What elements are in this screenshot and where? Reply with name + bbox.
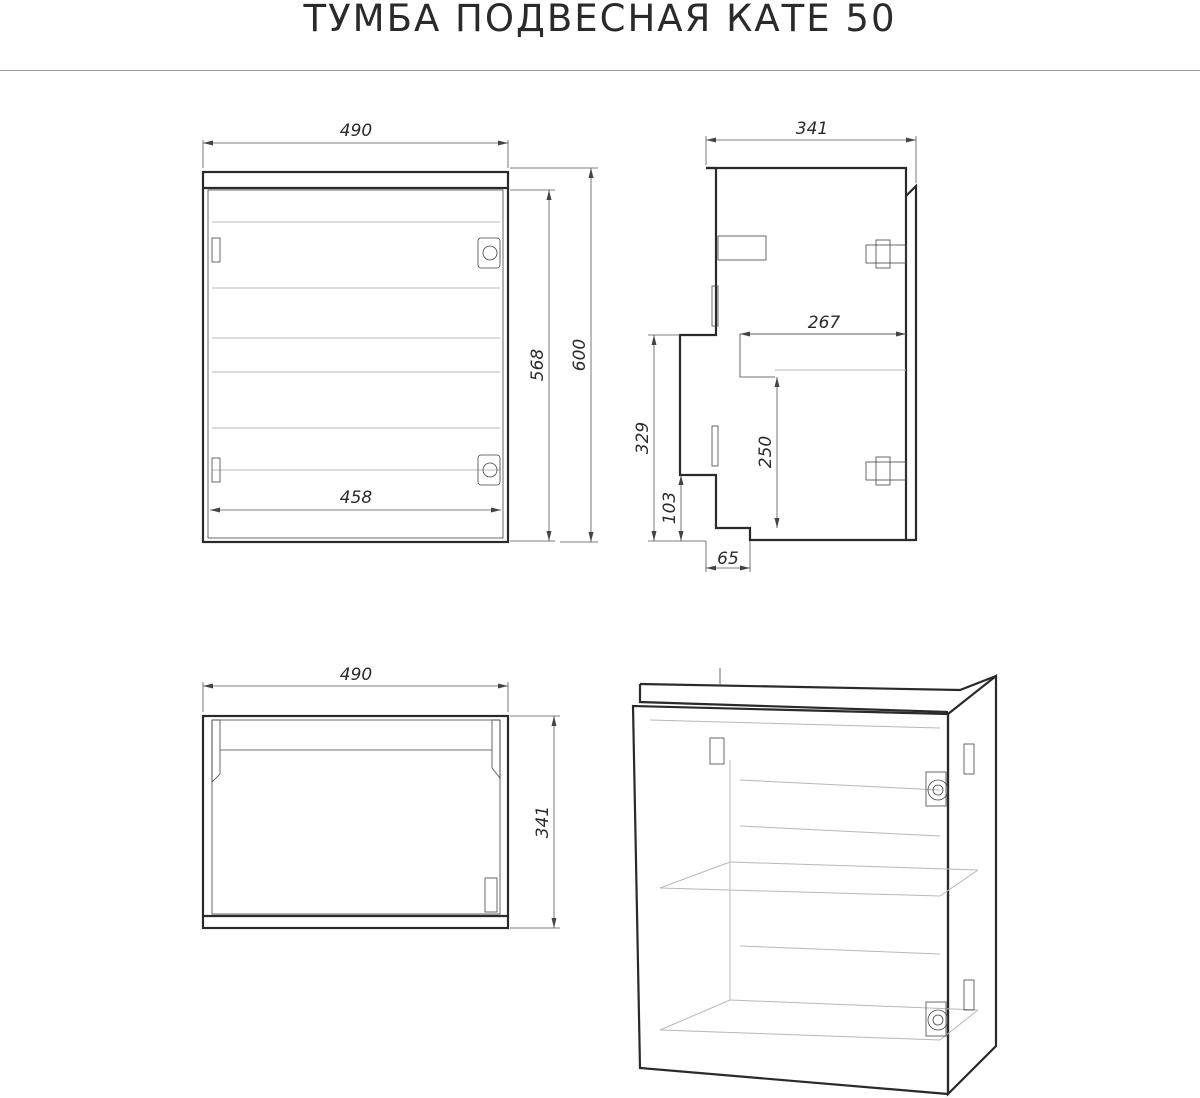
dim-front-height-total [510, 168, 598, 542]
shelf-line [740, 334, 775, 377]
bracket-icon [964, 744, 974, 774]
dim-label: 267 [807, 313, 841, 333]
panel-edge [712, 426, 718, 466]
top-view [203, 665, 560, 928]
dim-label: 341 [795, 119, 829, 139]
dim-label: 250 [756, 435, 776, 469]
hidden-line [740, 946, 940, 954]
dim-label: 103 [660, 491, 680, 525]
outline-segment [640, 676, 996, 690]
hinge-icon [866, 240, 906, 268]
bracket-icon [964, 980, 974, 1010]
dim-front-height-door [510, 190, 555, 541]
hidden-line [660, 888, 940, 896]
dim-label: 600 [570, 338, 590, 372]
front-body-outline [203, 172, 508, 542]
side-view [633, 119, 916, 572]
dim-label: 329 [633, 421, 653, 455]
hidden-line [660, 1000, 730, 1030]
side-door-edge [906, 186, 916, 540]
hinge-icon [212, 238, 500, 268]
hidden-line [940, 870, 978, 896]
front-view [203, 121, 598, 542]
dim-front-width-total [203, 121, 508, 168]
dim-side-cutout-base [660, 475, 684, 541]
side-body-outline [680, 168, 906, 540]
dim-top-width-total [203, 665, 508, 712]
bracket-icon [710, 738, 724, 764]
page-title: ТУМБА ПОДВЕСНАЯ КАТЕ 50 [303, 0, 897, 40]
side-panel [492, 720, 500, 778]
inner-outline [212, 720, 500, 914]
top-body-outline [203, 716, 508, 928]
hidden-line [740, 826, 940, 836]
dim-label: 65 [717, 549, 739, 569]
front-door-outline [208, 190, 503, 538]
bracket-icon [718, 236, 766, 260]
hidden-line [660, 862, 730, 888]
hidden-line [740, 780, 940, 790]
dim-label: 490 [339, 121, 373, 141]
hinge-icon [485, 878, 497, 912]
dim-label: 568 [528, 348, 548, 382]
dim-top-depth-total [510, 716, 560, 928]
iso-view [633, 668, 996, 1094]
dim-front-width-inner [210, 488, 501, 513]
dim-label: 341 [533, 805, 553, 839]
hinge-icon [926, 1002, 948, 1036]
dim-label: 490 [339, 665, 373, 685]
hidden-line [660, 1030, 940, 1040]
iso-door-outline [633, 706, 948, 1094]
side-panel [212, 720, 220, 782]
dim-side-shelf-height [756, 377, 780, 528]
hidden-line [730, 1000, 978, 1010]
dim-label: 458 [339, 488, 373, 508]
dim-side-shelf-depth [740, 313, 906, 337]
dim-side-depth-total [706, 119, 916, 183]
hinge-icon [866, 457, 906, 485]
hidden-line [650, 720, 940, 728]
hidden-line [730, 862, 978, 870]
dim-side-cutout-depth [706, 541, 750, 572]
